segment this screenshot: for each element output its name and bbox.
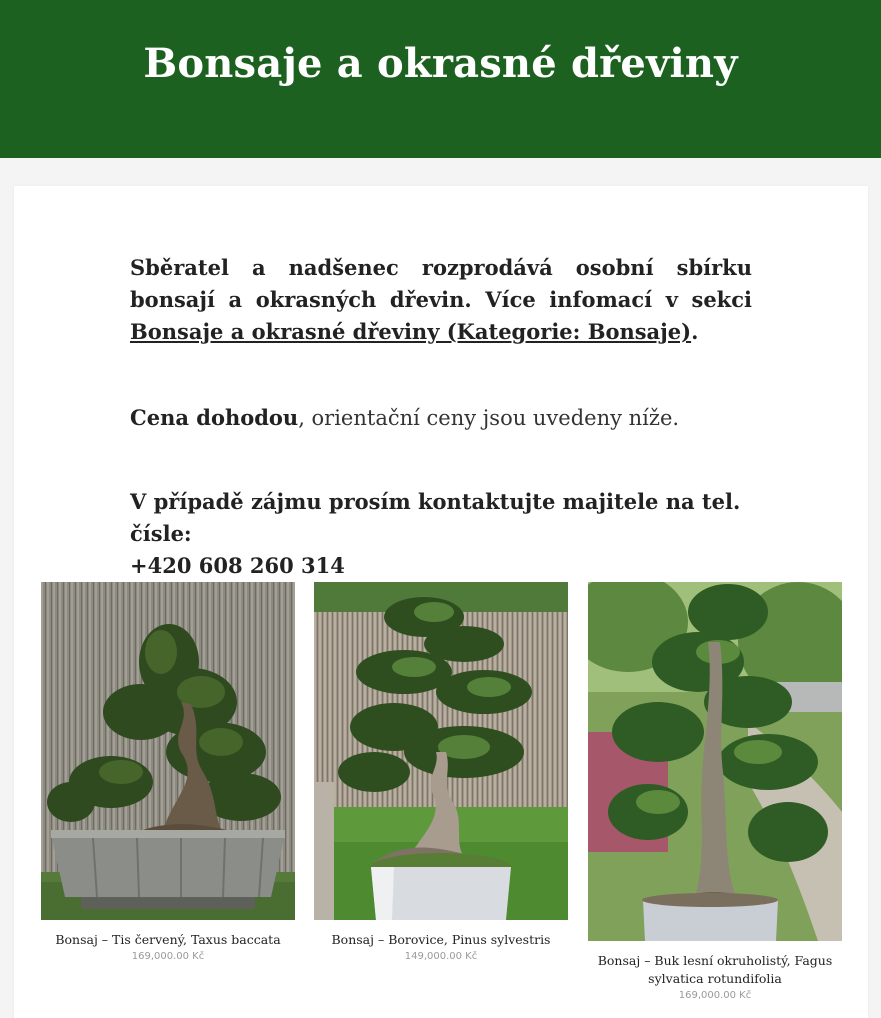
product-price-borovice: 149,000.00 Kč xyxy=(404,951,478,962)
product-name-borovice[interactable]: Bonsaj – Borovice, Pinus sylvestris xyxy=(331,932,551,947)
product-card-borovice[interactable] xyxy=(314,582,568,962)
intro-paragraph xyxy=(130,252,752,348)
content-card xyxy=(14,186,868,1018)
product-name-buk[interactable]: Bonsaj – Buk lesní okruholistý, Fagus sylvatica rotundifolia xyxy=(597,953,833,986)
product-price-tis: 169,000.00 Kč xyxy=(131,951,205,962)
price-note-text: , orientační ceny jsou uvedeny níže. xyxy=(298,406,680,430)
product-price-buk: 169,000.00 Kč xyxy=(678,990,752,1001)
contact-text: V případě zájmu prosím kontaktujte majitele na tel. čísle: xyxy=(130,489,741,546)
product-image-tis[interactable] xyxy=(41,582,295,920)
price-note-bold: Cena dohodou xyxy=(130,405,299,430)
product-image-buk[interactable] xyxy=(588,582,842,941)
product-card-tis[interactable] xyxy=(41,582,295,962)
category-link[interactable]: Bonsaje a okrasné dřeviny (Kategorie: Bonsaje) xyxy=(130,319,692,344)
product-name-tis[interactable]: Bonsaj – Tis červený, Taxus baccata xyxy=(55,932,281,947)
contact-info xyxy=(130,486,752,582)
contact-phone[interactable]: +420 608 260 314 xyxy=(130,553,345,578)
product-card-buk[interactable] xyxy=(588,582,842,1001)
product-image-borovice[interactable] xyxy=(314,582,568,920)
intro-text: Sběratel a nadšenec rozprodává osobní sbírku bonsají a okrasných dřevin. Více infomací v sekci xyxy=(130,255,752,312)
intro-text-end: . xyxy=(691,319,699,344)
site-header xyxy=(0,0,881,158)
price-note xyxy=(130,402,752,434)
site-title-link[interactable]: Bonsaje a okrasné dřeviny xyxy=(143,40,738,87)
